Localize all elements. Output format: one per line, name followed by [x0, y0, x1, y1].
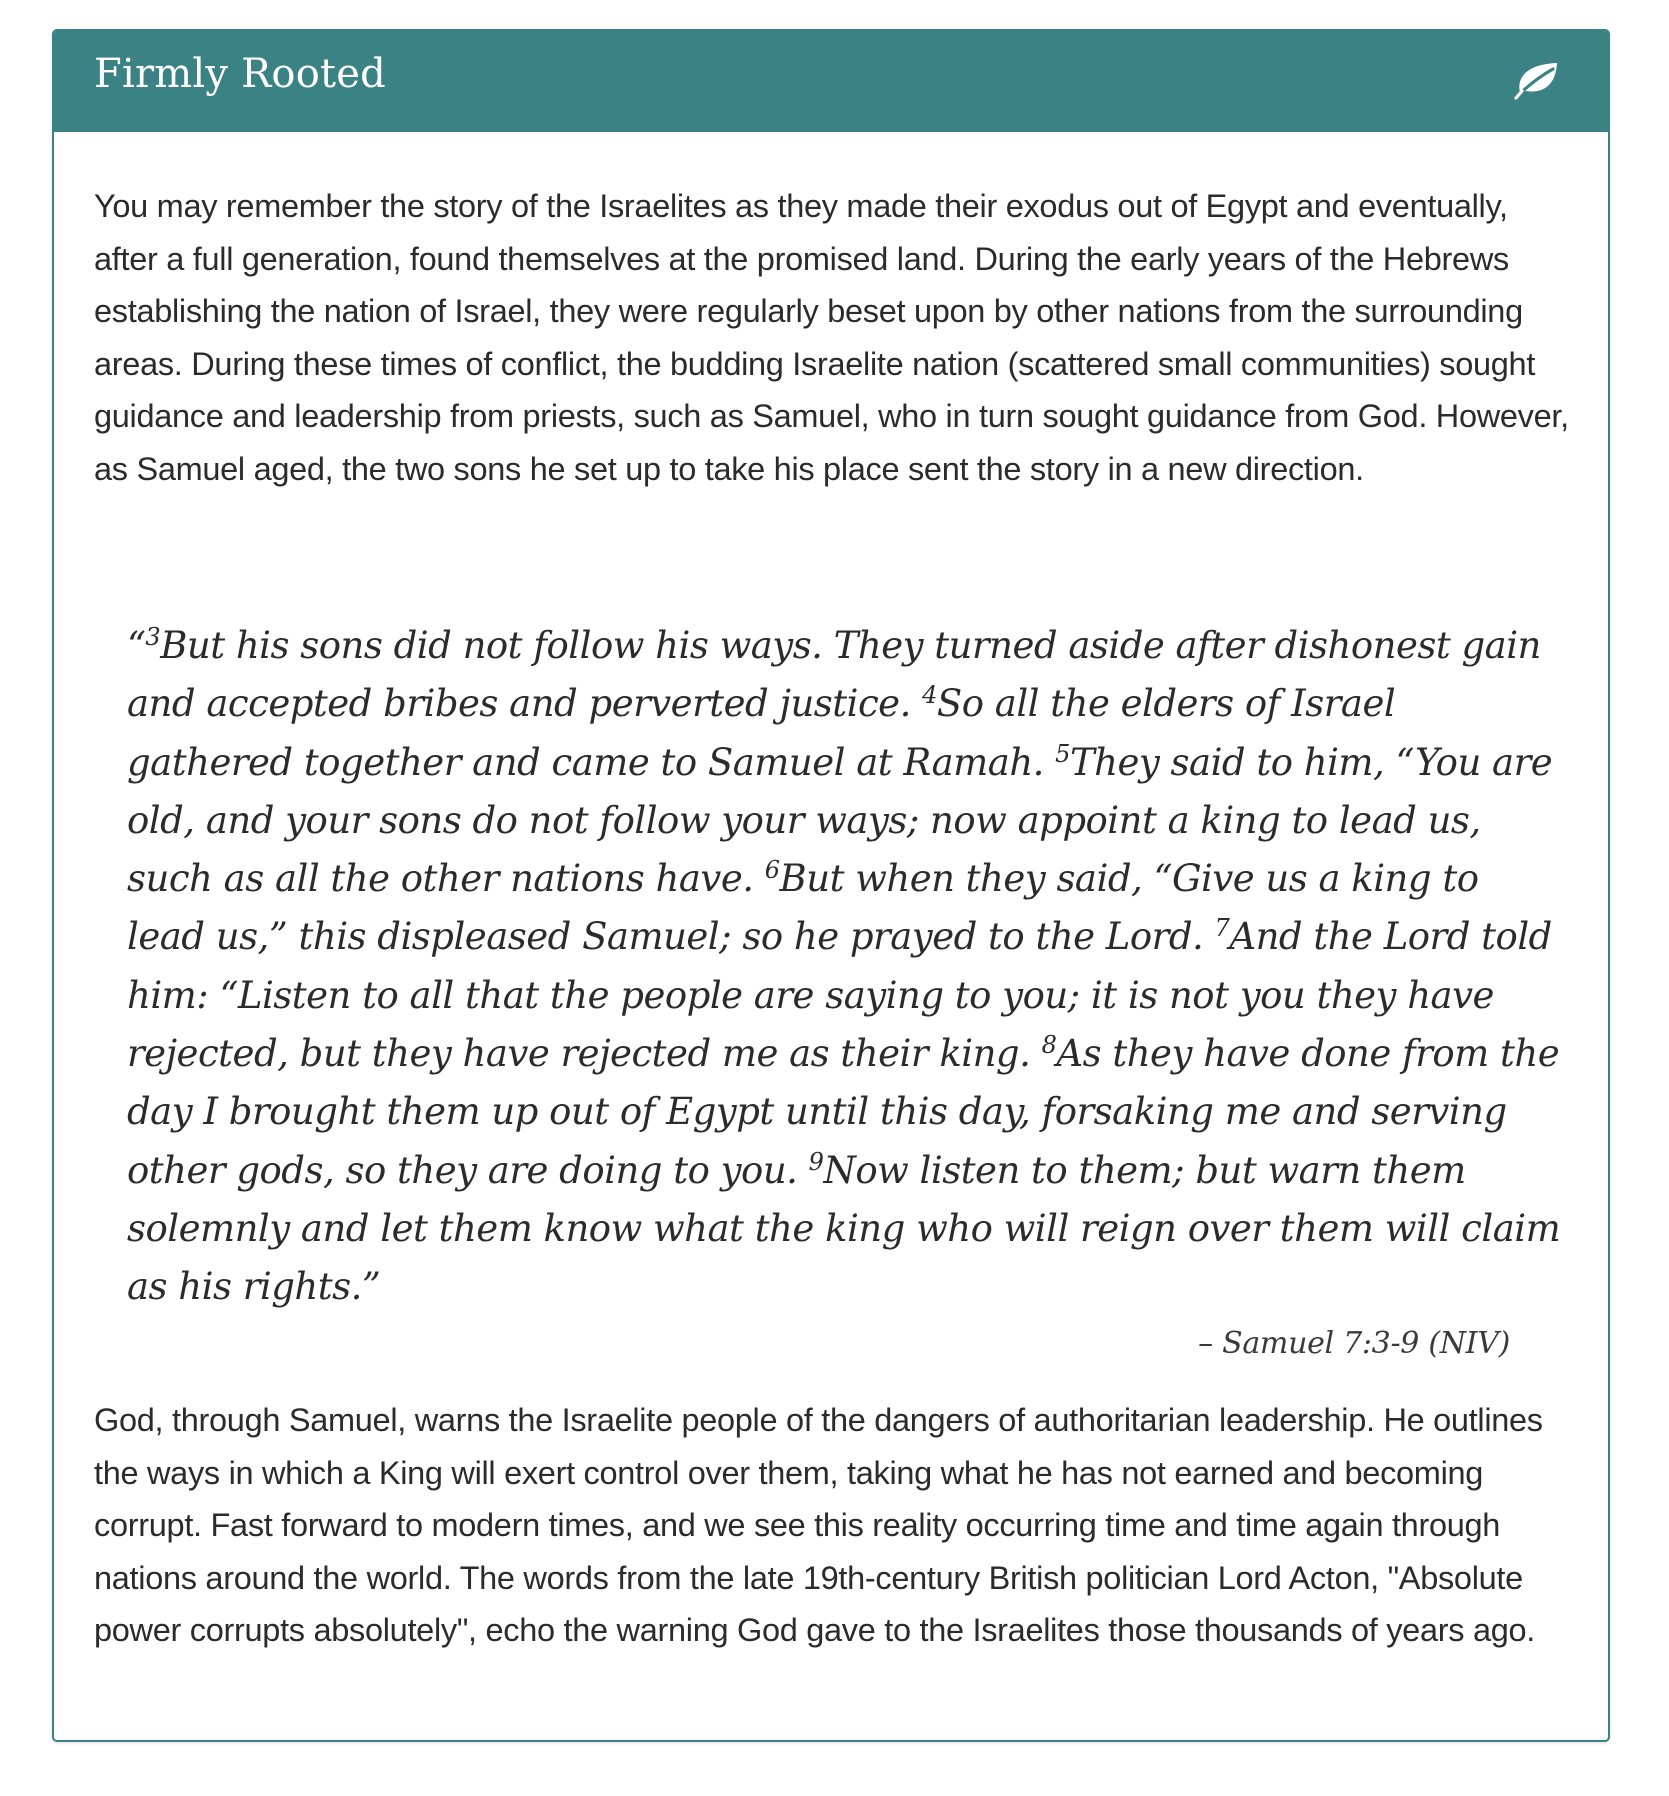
card-body — [94, 132, 1572, 1740]
verse-text: And the Lord told him: “Listen to all that the people are saying to you; it is not you they have rejected, but they have rejected me as their king. — [127, 915, 1552, 1076]
verse-text: They said to him, “You are old, and your sons do not follow your ways; now appoint a king to lead us, such as all the other nations have. — [127, 740, 1553, 901]
verse-number: 8 — [1041, 1030, 1057, 1059]
card-header — [54, 31, 1608, 132]
verse-text: So all the elders of Israel gathered together and came to Samuel at Ramah. — [127, 682, 1396, 784]
leaf-icon — [1513, 58, 1563, 100]
verse-number: 4 — [922, 681, 937, 710]
intro-paragraph: You may remember the story of the Israelites as they made their exodus out of Egypt and eventually, after a full generation, found themselves at the promised land. During the early years of the Hebrews establishing the nation of Israel, they were regularly beset upon by other nations from the surrounding areas. During these times of conflict, the budding Israelite nation (scattered small communities) sought guidance and leadership from priests, such as Samuel, who in turn sought guidance from God. However, as Samuel aged, the two sons he set up to take his place sent the story in a new direction. — [94, 188, 1569, 487]
verse-text: Now listen to them; but warn them solemnly and let them know what the king who will reign over them will claim as his rights.” — [127, 1148, 1561, 1309]
verse-number: 7 — [1214, 914, 1230, 943]
verse-text: But when they said, “Give us a king to lead us,” this displeased Samuel; so he prayed to the Lord. — [127, 857, 1479, 959]
firmly-rooted-card — [52, 29, 1610, 1742]
quote-open-mark: “ — [127, 624, 146, 667]
verse-text: As they have done from the day I brought them up out of Egypt until this day, forsaking me and serving other gods, so they are doing to you. — [127, 1032, 1560, 1192]
verse-number: 9 — [808, 1147, 824, 1176]
verse-number: 6 — [764, 856, 780, 884]
quote-citation: – Samuel 7:3-9 (NIV) — [1198, 1326, 1510, 1361]
scripture-quote — [127, 617, 1567, 1317]
quote-text — [127, 617, 1567, 1317]
verse-number: 3 — [145, 622, 161, 651]
card-title: Firmly Rooted — [94, 51, 386, 97]
verse-text: But his sons did not follow his ways. They turned aside after dishonest gain and accepted bribes and perverted justice. — [127, 624, 1541, 726]
closing-paragraph: God, through Samuel, warns the Israelite people of the dangers of authoritarian leadership. He outlines the ways in which a King will exert control over them, taking what he has not earned and becoming corrupt. Fast forward to modern times, and we see this reality occurring time and time again through nations around the world. The words from the late 19th-century British politician Lord Acton, "Absolute power corrupts absolutely", echo the warning God gave to the Israelites those thousands of years ago. — [94, 1402, 1543, 1648]
verse-number: 5 — [1055, 739, 1070, 768]
